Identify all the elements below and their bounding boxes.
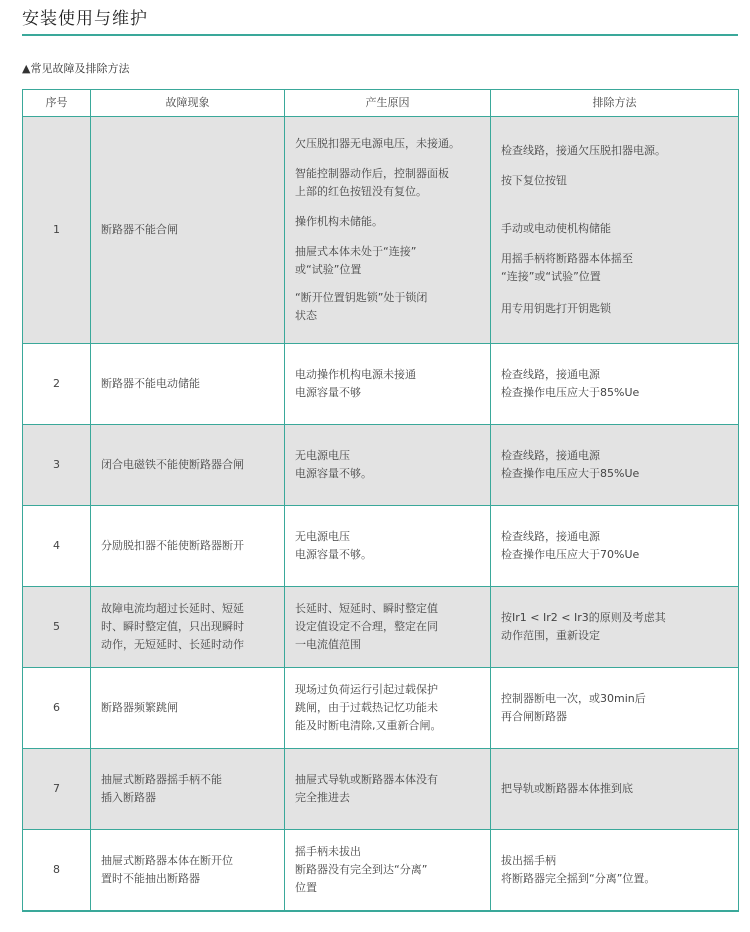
row-remedy [491, 117, 739, 344]
page-title: 安装使用与维护 [22, 9, 148, 29]
row-cause [285, 117, 491, 344]
row-remedy: 控制器断电一次，或30min后 再合闸断路器 [491, 668, 739, 749]
column-header-symptom: 故障现象 [91, 90, 285, 117]
fault-table [22, 89, 739, 912]
table-row [23, 668, 739, 749]
row-number: 1 [23, 117, 91, 344]
row-remedy: 检查线路，接通电源 检查操作电压应大于85%Ue [491, 425, 739, 506]
row-number: 5 [23, 587, 91, 668]
title-divider [22, 34, 738, 36]
table-row [23, 506, 739, 587]
row-symptom: 分励脱扣器不能使断路器断开 [91, 506, 285, 587]
remedy-line: 按下复位按钮 [501, 174, 567, 187]
row-number: 2 [23, 344, 91, 425]
column-header-no: 序号 [23, 90, 91, 117]
row-cause: 无电源电压 电源容量不够。 [285, 506, 491, 587]
row-cause: 摇手柄未拔出 断路器没有完全到达“分离” 位置 [285, 830, 491, 912]
remedy-line: 用摇手柄将断路器本体摇至 “连接”或“试验”位置 [501, 252, 633, 283]
row-remedy: 检查线路，接通电源 检查操作电压应大于70%Ue [491, 506, 739, 587]
column-header-remedy: 排除方法 [491, 90, 739, 117]
row-remedy: 拔出摇手柄 将断路器完全摇到“分离”位置。 [491, 830, 739, 912]
row-cause: 抽屉式导轨或断路器本体没有 完全推进去 [285, 749, 491, 830]
table-row [23, 344, 739, 425]
remedy-line: 检查线路，接通欠压脱扣器电源。 [501, 144, 666, 157]
cause-line: 欠压脱扣器无电源电压，未接通。 [295, 137, 460, 150]
row-remedy: 把导轨或断路器本体推到底 [491, 749, 739, 830]
row-remedy: 检查线路，接通电源 检查操作电压应大于85%Ue [491, 344, 739, 425]
row-cause: 长延时、短延时、瞬时整定值 设定值设定不合理，整定在同 一电流值范围 [285, 587, 491, 668]
row-number: 7 [23, 749, 91, 830]
section-heading: ▲常见故障及排除方法 [22, 62, 130, 75]
row-symptom: 断路器频繁跳闸 [91, 668, 285, 749]
row-number: 4 [23, 506, 91, 587]
cause-line: 抽屉式本体未处于“连接” 或“试验”位置 [295, 245, 417, 276]
cause-line: “断开位置钥匙锁”处于锁闭 状态 [295, 291, 428, 322]
table-row [23, 830, 739, 912]
remedy-line: 手动或电动使机构储能 [501, 222, 611, 235]
table-row [23, 117, 739, 344]
row-symptom: 抽屉式断路器摇手柄不能 插入断路器 [91, 749, 285, 830]
row-symptom: 断路器不能电动储能 [91, 344, 285, 425]
row-number: 6 [23, 668, 91, 749]
row-cause: 现场过负荷运行引起过载保护 跳闸，由于过载热记忆功能未 能及时断电清除,又重新合闸。 [285, 668, 491, 749]
table-row [23, 749, 739, 830]
fault-table-container [22, 89, 738, 912]
row-number: 8 [23, 830, 91, 912]
remedy-line: 用专用钥匙打开钥匙锁 [501, 302, 611, 315]
row-symptom: 闭合电磁铁不能使断路器合闸 [91, 425, 285, 506]
row-remedy: 按Ir1 < Ir2 < Ir3的原则及考虑其 动作范围，重新设定 [491, 587, 739, 668]
table-row [23, 587, 739, 668]
row-cause: 电动操作机构电源未接通 电源容量不够 [285, 344, 491, 425]
row-cause: 无电源电压 电源容量不够。 [285, 425, 491, 506]
row-symptom: 故障电流均超过长延时、短延 时、瞬时整定值，只出现瞬时 动作，无短延时、长延时动作 [91, 587, 285, 668]
row-symptom: 断路器不能合闸 [91, 117, 285, 344]
table-row [23, 425, 739, 506]
row-symptom: 抽屉式断路器本体在断开位 置时不能抽出断路器 [91, 830, 285, 912]
cause-line: 操作机构未储能。 [295, 215, 383, 228]
column-header-cause: 产生原因 [285, 90, 491, 117]
cause-line: 智能控制器动作后，控制器面板 上部的红色按钮没有复位。 [295, 167, 449, 198]
row-number: 3 [23, 425, 91, 506]
table-header-row [23, 90, 739, 117]
